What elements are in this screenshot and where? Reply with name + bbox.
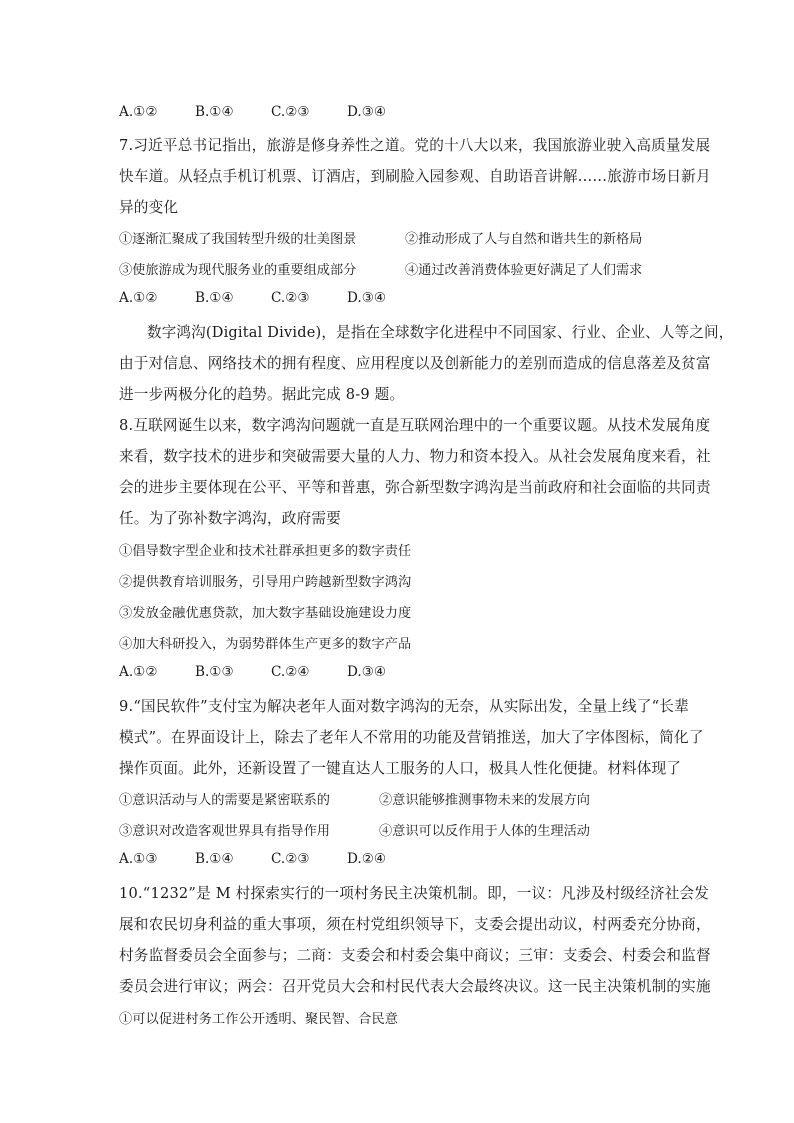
statement-1: ①意识活动与人的需要是紧密联系的 [119, 793, 330, 808]
q8-stem-line-2: 来看，数字技术的进步和突破需要大量的人力、物力和资本投入。从社会发展角度来看，社 [119, 448, 711, 465]
q8-stem-line-1: 8.互联网诞生以来，数字鸿沟问题就一直是互联网治理中的一个重要议题。从技术发展角度 [119, 417, 711, 434]
q10-stem-line-2: 展和农民切身利益的重大事项，须在村党组织领导下，支委会提出动议，村两委充分协商， [119, 916, 711, 933]
q8-statement-2: ②提供教育培训服务，引导用户跨越新型数字鸿沟 [119, 575, 412, 590]
option-d: D.③④ [347, 104, 387, 120]
q8-stem-line-3: 会的进步主要体现在公平、平等和普惠，弥合新型数字鸿沟是当前政府和社会面临的共同责 [119, 479, 711, 496]
q8-statement-3: ③发放金融优惠贷款，加大数字基础设施建设力度 [119, 606, 412, 621]
option-c: C.②③ [271, 290, 310, 306]
q10-stem-line-1: 10.“1232”是 M 村探索实行的一项村务民主决策机制。即，一议：凡涉及村级经济社会发 [119, 885, 710, 902]
q10-stem-line-3: 村务监督委员会全面参与；二商：支委会和村委会集中商议；三审：支委会、村委会和监督 [119, 947, 711, 964]
statement-4: ④意识可以反作用于人体的生理活动 [379, 824, 590, 839]
q7-statement-row-2 [119, 259, 642, 278]
q9-statement-row-2 [119, 820, 590, 839]
option-b: B.①④ [195, 104, 234, 120]
statement-3: ③使旅游成为现代服务业的重要组成部分 [119, 263, 357, 278]
q7-stem-line-2: 快车道。从轻点手机订机票、订酒店，到刷脸入园参观、自助语音讲解……旅游市场日新月 [119, 168, 711, 185]
q7-stem-line-3: 异的变化 [119, 199, 179, 216]
answer-options-q9 [119, 851, 386, 867]
option-a: A.①③ [119, 851, 158, 867]
q9-statement-row-1 [119, 789, 590, 808]
answer-options-q8 [119, 664, 386, 680]
q7-statement-row-1 [119, 228, 642, 247]
answer-options-q7 [119, 290, 386, 306]
statement-4: ④通过改善消费体验更好满足了人们需求 [405, 263, 643, 278]
option-b: B.①④ [195, 290, 234, 306]
q9-stem-line-2: 模式”。在界面设计上，除去了老年人不常用的功能及营销推送，加大了字体图标，简化了 [119, 729, 704, 746]
q9-stem-line-3: 操作页面。此外，还新设置了一键直达人工服务的人口，极具人性化便捷。材料体现了 [119, 760, 682, 777]
option-d: D.③④ [347, 290, 387, 306]
option-a: A.①② [119, 290, 158, 306]
option-c: C.②③ [271, 851, 310, 867]
option-b: B.①④ [195, 851, 234, 867]
option-d: D.②④ [347, 851, 387, 867]
option-d: D.③④ [347, 664, 387, 680]
q8-statement-4: ④加大科研投入，为弱势群体生产更多的数字产品 [119, 637, 412, 652]
q8-statement-1: ①倡导数字型企业和技术社群承担更多的数字责任 [119, 544, 412, 559]
material-line-1: 数字鸿沟(Digital Divide)，是指在全球数字化进程中不同国家、行业、企业、人等之间， [147, 324, 734, 341]
q8-stem-line-4: 任。为了弥补数字鸿沟，政府需要 [119, 510, 341, 527]
q10-stem-line-4: 委员会进行审议；两会：召开党员大会和村民代表大会最终决议。这一民主决策机制的实施 [119, 978, 711, 995]
q9-stem-line-1: 9.“国民软件”支付宝为解决老年人面对数字鸿沟的无奈，从实际出发，全量上线了“长辈 [119, 698, 689, 715]
option-a: A.①② [119, 664, 158, 680]
option-c: C.②③ [271, 104, 310, 120]
option-c: C.②④ [271, 664, 310, 680]
material-line-3: 进一步两极分化的趋势。据此完成 8-9 题。 [119, 386, 405, 403]
option-a: A.①② [119, 104, 158, 120]
answer-options-q6 [119, 104, 386, 120]
option-b: B.①③ [195, 664, 234, 680]
q10-statement-1: ①可以促进村务工作公开透明、聚民智、合民意 [119, 1012, 399, 1027]
statement-2: ②意识能够推测事物未来的发展方向 [379, 793, 590, 808]
statement-2: ②推动形成了人与自然和谐共生的新格局 [405, 232, 643, 247]
statement-3: ③意识对改造客观世界具有指导作用 [119, 824, 330, 839]
statement-1: ①逐渐汇聚成了我国转型升级的壮美图景 [119, 232, 357, 247]
q7-stem-line-1: 7.习近平总书记指出，旅游是修身养性之道。党的十八大以来，我国旅游业驶入高质量发展 [119, 137, 711, 154]
material-line-2: 由于对信息、网络技术的拥有程度、应用程度以及创新能力的差别而造成的信息落差及贫富 [119, 355, 711, 372]
